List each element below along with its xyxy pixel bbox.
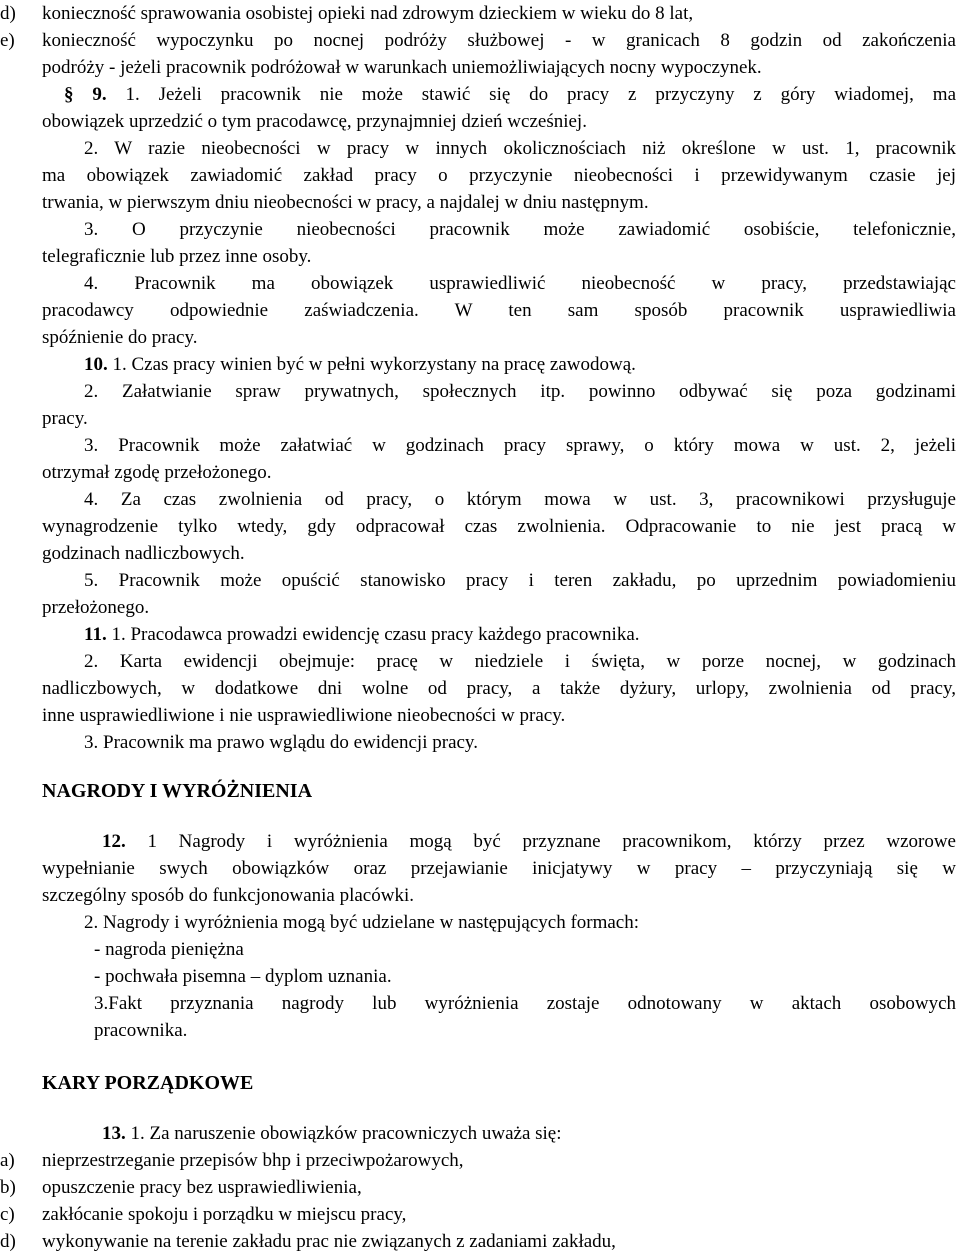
paragraph-number: 10. xyxy=(84,354,108,375)
text-line xyxy=(42,379,956,405)
text-line xyxy=(42,595,956,621)
line-content xyxy=(42,190,956,216)
line-text: 2. Załatwianie spraw prywatnych, społecznych itp. powinno odbywać się poza godzinami xyxy=(84,381,956,402)
list-item-label: c) xyxy=(0,1204,15,1225)
list-item-label: d) xyxy=(0,3,16,24)
line-text: konieczność wypoczynku po nocnej podróży służbowej - w granicach 8 godzin od zakończenia xyxy=(42,30,956,51)
line-text: trwania, w pierwszym dniu nieobecności w pracy, a najdalej w dniu następnym. xyxy=(42,192,649,213)
line-content xyxy=(42,1148,956,1174)
line-content xyxy=(42,541,956,567)
text-line xyxy=(42,163,956,189)
line-text: godzinach nadliczbowych. xyxy=(42,543,245,564)
text-line xyxy=(42,964,956,990)
section-heading-text: NAGRODY I WYRÓŻNIENIA xyxy=(42,780,313,802)
line-content xyxy=(102,1121,956,1147)
line-content xyxy=(84,271,956,297)
line-text: 4. Pracownik ma obowiązek usprawiedliwić nieobecność w pracy, przedstawiając xyxy=(84,273,956,294)
line-text: 1 Nagrody i wyróżnienia mogą być przyznane pracownikom, którzy przez wzorowe xyxy=(147,831,956,852)
text-line xyxy=(42,406,956,432)
text-line xyxy=(42,514,956,540)
text-line xyxy=(42,703,956,729)
line-content xyxy=(42,676,956,702)
text-line xyxy=(42,325,956,351)
text-line xyxy=(42,298,956,324)
line-text: 3. Pracownik może załatwiać w godzinach pracy sprawy, o który mowa w ust. 2, jeżeli xyxy=(84,435,956,456)
text-line xyxy=(42,190,956,216)
line-content xyxy=(42,244,956,270)
text-line xyxy=(0,1148,956,1174)
text-line xyxy=(42,730,956,756)
line-content xyxy=(42,1229,956,1255)
line-text: 5. Pracownik może opuścić stanowisko pracy i teren zakładu, po uprzednim powiadomieniu xyxy=(84,570,956,591)
text-line xyxy=(0,1202,956,1228)
line-text: 4. Za czas zwolnienia od pracy, o którym mowa w ust. 3, pracownikowi przysługuje xyxy=(84,489,956,510)
line-text: podróży - jeżeli pracownik podróżował w warunkach uniemożliwiających nocny wypoczynek. xyxy=(42,57,762,78)
line-content xyxy=(84,568,956,594)
text-line xyxy=(42,55,956,81)
text-line xyxy=(42,217,956,243)
line-text: 2. Nagrody i wyróżnienia mogą być udzielane w następujących formach: xyxy=(84,912,640,933)
line-content xyxy=(42,460,956,486)
line-text: ma obowiązek zawiadomić zakład pracy o przyczynie nieobecności i przewidywanym czasie jej xyxy=(42,165,956,186)
line-content xyxy=(42,55,956,81)
list-item-label: a) xyxy=(0,1150,15,1171)
text-line xyxy=(42,82,956,108)
text-line xyxy=(42,352,956,378)
line-text: 3.Fakt przyznania nagrody lub wyróżnienia zostaje odnotowany w aktach osobowych xyxy=(94,993,956,1014)
line-text: wynagrodzenie tylko wtedy, gdy odpracował czas zwolnienia. Odpracowanie to nie jest pracą w xyxy=(42,516,956,537)
line-text: opuszczenie pracy bez usprawiedliwienia, xyxy=(42,1177,362,1198)
line-text: 3. O przyczynie nieobecności pracownik może zawiadomić osobiście, telefonicznie, xyxy=(84,219,956,240)
text-line xyxy=(42,676,956,702)
text-line xyxy=(42,883,956,909)
text-line xyxy=(42,109,956,135)
line-text: pracy. xyxy=(42,408,88,429)
section-heading-text: KARY PORZĄDKOWE xyxy=(42,1072,254,1094)
line-content xyxy=(42,109,956,135)
line-content xyxy=(42,163,956,189)
line-content xyxy=(84,730,956,756)
text-line xyxy=(42,271,956,297)
line-text: obowiązek uprzedzić o tym pracodawcę, przynajmniej dzień wcześniej. xyxy=(42,111,587,132)
line-content xyxy=(42,1202,956,1228)
line-text: pracodawcy odpowiednie zaświadczenia. W ten sam sposób pracownik usprawiedliwia xyxy=(42,300,956,321)
line-content xyxy=(42,856,956,882)
paragraph-number: § 9. xyxy=(64,84,107,105)
text-line xyxy=(42,910,956,936)
line-content xyxy=(94,1018,956,1044)
line-content xyxy=(94,937,956,963)
text-line xyxy=(42,856,956,882)
text-line xyxy=(42,829,956,855)
line-content xyxy=(42,1175,956,1201)
line-content xyxy=(84,352,956,378)
line-content xyxy=(94,991,956,1017)
text-line xyxy=(0,1229,956,1255)
line-text: wykonywanie na terenie zakładu prac nie związanych z zadaniami zakładu, xyxy=(42,1231,616,1252)
text-line xyxy=(42,622,956,648)
line-content xyxy=(84,910,956,936)
line-text: konieczność sprawowania osobistej opieki nad zdrowym dzieckiem w wieku do 8 lat, xyxy=(42,3,694,24)
line-text: 1. Jeżeli pracownik nie może stawić się do pracy z przyczyny z góry wiadomej, ma xyxy=(125,84,956,105)
line-content xyxy=(42,325,956,351)
line-content xyxy=(94,964,956,990)
list-item-label: b) xyxy=(0,1177,16,1198)
text-line xyxy=(42,244,956,270)
text-line xyxy=(42,991,956,1017)
line-content xyxy=(84,649,956,675)
paragraph-number: 12. xyxy=(102,831,126,852)
line-text: nadliczbowych, w dodatkowe dni wolne od pracy, a także dyżury, urlopy, zwolnienia od pracy, xyxy=(42,678,956,699)
line-content xyxy=(84,487,956,513)
line-text: inne usprawiedliwione i nie usprawiedliwione nieobecności w pracy. xyxy=(42,705,566,726)
text-line xyxy=(42,433,956,459)
text-line xyxy=(0,1175,956,1201)
text-line xyxy=(42,1018,956,1044)
line-text: telegraficznie lub przez inne osoby. xyxy=(42,246,312,267)
line-content xyxy=(84,379,956,405)
line-content xyxy=(84,136,956,162)
line-text: pracownika. xyxy=(94,1020,188,1041)
paragraph-number: 11. xyxy=(84,624,107,645)
text-line xyxy=(0,1,956,27)
line-text: szczególny sposób do funkcjonowania placówki. xyxy=(42,885,414,906)
text-line xyxy=(42,649,956,675)
line-content xyxy=(42,28,956,54)
line-content xyxy=(84,433,956,459)
list-item-label: d) xyxy=(0,1231,16,1252)
line-content xyxy=(42,703,956,729)
text-line xyxy=(42,136,956,162)
line-text: - pochwała pisemna – dyplom uznania. xyxy=(94,966,392,987)
section-heading xyxy=(42,1070,956,1096)
text-line xyxy=(42,541,956,567)
text-line xyxy=(42,1121,956,1147)
line-content xyxy=(42,298,956,324)
line-text: 3. Pracownik ma prawo wglądu do ewidencji pracy. xyxy=(84,732,478,753)
line-content xyxy=(84,217,956,243)
list-item-label: e) xyxy=(0,30,15,51)
paragraph-number: 13. xyxy=(102,1123,126,1144)
text-line xyxy=(42,460,956,486)
line-content xyxy=(42,883,956,909)
line-text: 1. Czas pracy winien być w pełni wykorzystany na pracę zawodową. xyxy=(112,354,636,375)
line-text: nieprzestrzeganie przepisów bhp i przeciwpożarowych, xyxy=(42,1150,464,1171)
line-text: zakłócanie spokoju i porządku w miejscu pracy, xyxy=(42,1204,407,1225)
line-content xyxy=(42,595,956,621)
line-text: - nagroda pieniężna xyxy=(94,939,244,960)
line-text: 1. Pracodawca prowadzi ewidencję czasu pracy każdego pracownika. xyxy=(111,624,640,645)
line-content xyxy=(42,1,956,27)
line-text: spóźnienie do pracy. xyxy=(42,327,198,348)
line-text: przełożonego. xyxy=(42,597,150,618)
line-content xyxy=(102,829,956,855)
line-text: 1. Za naruszenie obowiązków pracowniczych uważa się: xyxy=(130,1123,562,1144)
line-content xyxy=(42,406,956,432)
line-text: 2. W razie nieobecności w pracy w innych okolicznościach niż określone w ust. 1, pracownik xyxy=(84,138,956,159)
line-text: wypełnianie swych obowiązków oraz przejawianie inicjatywy w pracy – przyczyniają się w xyxy=(42,858,956,879)
line-text: otrzymał zgodę przełożonego. xyxy=(42,462,272,483)
line-text: 2. Karta ewidencji obejmuje: pracę w niedziele i święta, w porze nocnej, w godzinach xyxy=(84,651,956,672)
text-line xyxy=(42,487,956,513)
line-content xyxy=(64,82,956,108)
line-content xyxy=(42,514,956,540)
section-heading xyxy=(42,778,956,804)
text-line xyxy=(0,28,956,54)
line-content xyxy=(84,622,956,648)
text-line xyxy=(42,568,956,594)
text-line xyxy=(42,937,956,963)
